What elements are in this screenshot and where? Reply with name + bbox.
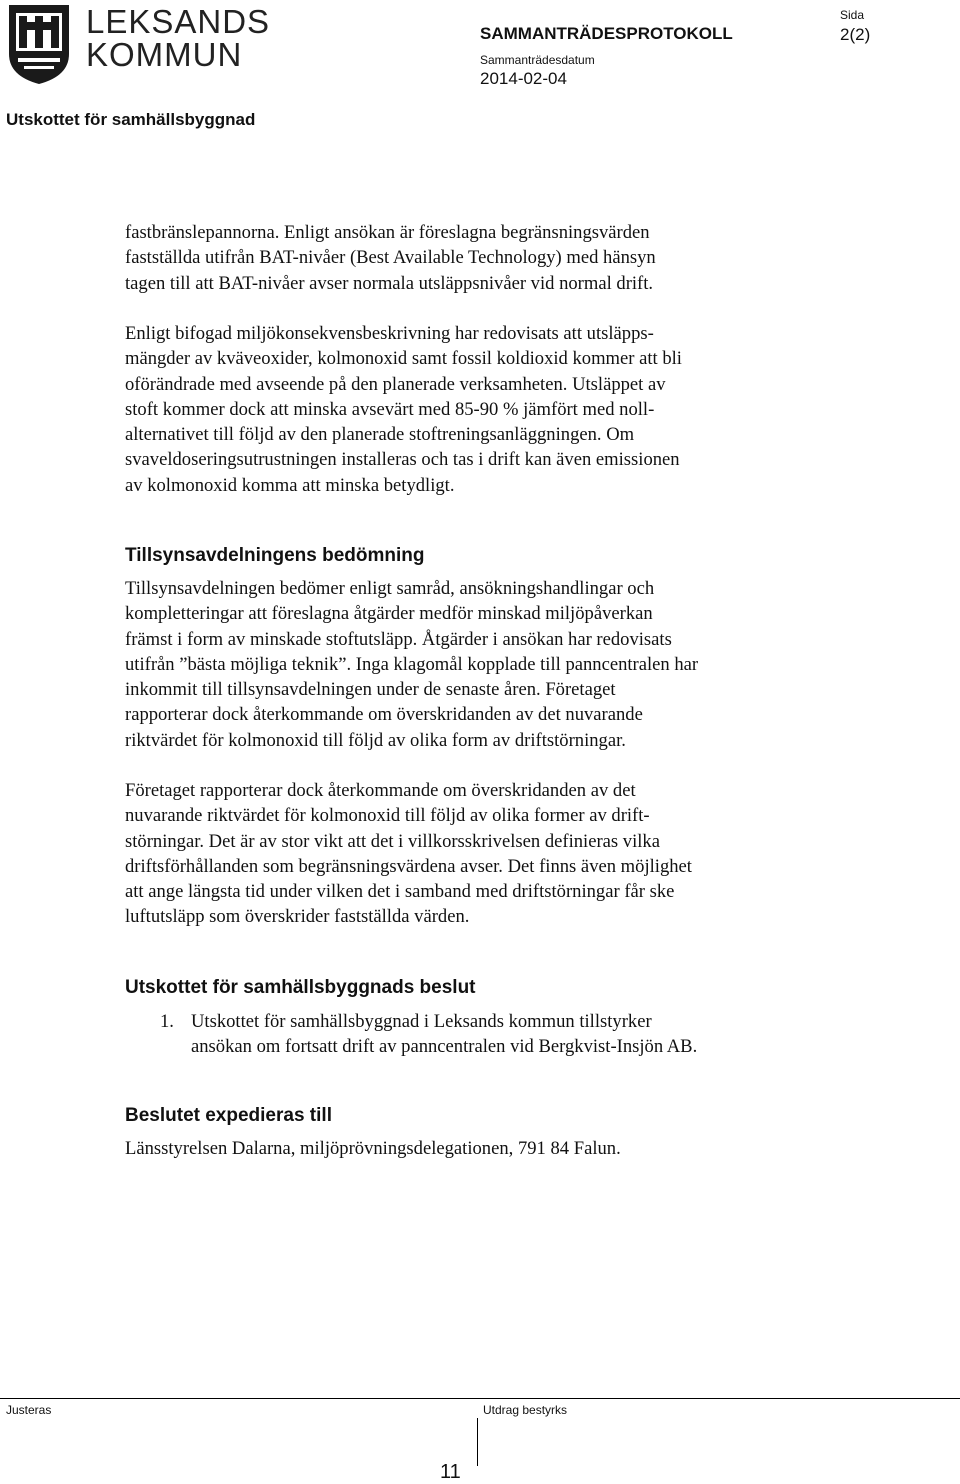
footer-justeras-label: Justeras bbox=[6, 1403, 52, 1417]
text-line: rapporterar dock återkommande om överskridanden av det nuvarande bbox=[125, 704, 643, 726]
text-line: främst i form av minskade stoftutsläpp. Åtgärder i ansökan har redovisats bbox=[125, 628, 672, 650]
footer-utdrag-label: Utdrag bestyrks bbox=[483, 1403, 568, 1417]
text-line: Företaget rapporterar dock återkommande om överskridanden av det bbox=[125, 780, 636, 801]
text-line: Länsstyrelsen Dalarna, miljöprövningsdelegationen, 791 84 Falun. bbox=[125, 1138, 621, 1159]
municipality-crest-logo bbox=[6, 2, 72, 86]
paragraph-environmental-impact bbox=[125, 321, 805, 498]
text-line: alternativet till följd av den planerade stoftreningsanläggningen. Om bbox=[125, 424, 635, 446]
text-line: utifrån ”bästa möjliga teknik”. Inga klagomål kopplade till panncentralen har bbox=[125, 653, 699, 675]
text-line: Utskottet för samhällsbyggnad i Leksands kommun tillstyrker bbox=[191, 1011, 652, 1032]
page-indicator: 2(2) bbox=[840, 25, 871, 44]
text-line: inkommit till tillsynsavdelningen under de senaste åren. Företaget bbox=[125, 679, 616, 701]
footer-divider bbox=[0, 1398, 960, 1399]
text-line: luftutsläpp som överskrider fastställda värden. bbox=[125, 906, 470, 928]
list-item-number: 1. bbox=[160, 1011, 174, 1032]
text-line: svaveldoseringsutrustningen installeras och tas i drift kan även emissionen bbox=[125, 449, 680, 471]
text-line: ansökan om fortsatt drift av panncentralen vid Bergkvist-Insjön AB. bbox=[191, 1036, 698, 1058]
decision-item bbox=[191, 1009, 697, 1060]
org-name-line1: LEKSANDS bbox=[86, 3, 271, 40]
text-line: av kolmonoxid komma att minska betydligt. bbox=[125, 474, 455, 496]
footer-column-divider bbox=[477, 1418, 478, 1466]
text-line: nuvarande riktvärdet för kolmonoxid till följd av olika former av drift- bbox=[125, 805, 650, 827]
text-line: störningar. Det är av stor vikt att det i villkorsskrivelsen definieras vilka bbox=[125, 830, 660, 852]
meeting-date-label: Sammanträdesdatum bbox=[480, 53, 595, 67]
text-line: fastbränslepannorna. Enligt ansökan är föreslagna begränsningsvärden bbox=[125, 222, 650, 243]
text-line: driftsförhållanden som begränsningsvärdena avser. Det finns även möjlighet bbox=[125, 855, 692, 877]
footer-page-number: 11 bbox=[440, 1461, 461, 1483]
text-line: fastställda utifrån BAT-nivåer (Best Available Technology) med hänsyn bbox=[125, 247, 656, 269]
paragraph-distribution bbox=[125, 1136, 805, 1161]
meeting-date: 2014-02-04 bbox=[480, 69, 567, 88]
text-line: Enligt bifogad miljökonsekvensbeskrivning har redovisats att utsläpps- bbox=[125, 323, 654, 344]
committee-name: Utskottet för samhällsbyggnad bbox=[6, 110, 256, 129]
paragraph-assessment bbox=[125, 576, 805, 753]
text-line: att ange längsta tid under vilken det i samband med driftstörningar får ske bbox=[125, 881, 675, 903]
text-line: mängder av kväveoxider, kolmonoxid samt fossil koldioxid kommer att bli bbox=[125, 348, 682, 370]
paragraph-operational-disturbances bbox=[125, 778, 805, 930]
section-heading-assessment: Tillsynsavdelningens bedömning bbox=[125, 545, 425, 566]
document-type: SAMMANTRÄDESPROTOKOLL bbox=[480, 24, 733, 43]
section-heading-decision: Utskottet för samhällsbyggnads beslut bbox=[125, 977, 476, 998]
text-line: stoft kommer dock att minska avsevärt med 85-90 % jämfört med noll- bbox=[125, 398, 655, 420]
text-line: oförändrade med avseende på den planerade verksamheten. Utsläppet av bbox=[125, 373, 666, 395]
text-line: tagen till att BAT-nivåer avser normala utsläppsnivåer vid normal drift. bbox=[125, 272, 654, 294]
text-line: kompletteringar att föreslagna åtgärder medför minskad miljöpåverkan bbox=[125, 603, 653, 625]
paragraph-bat-levels bbox=[125, 220, 805, 296]
page-label: Sida bbox=[840, 8, 865, 22]
section-heading-distribution: Beslutet expedieras till bbox=[125, 1105, 332, 1126]
org-name-line2: KOMMUN bbox=[86, 36, 243, 73]
text-line: riktvärdet för kolmonoxid till följd av olika form av driftstörningar. bbox=[125, 729, 626, 751]
text-line: Tillsynsavdelningen bedömer enligt samråd, ansökningshandlingar och bbox=[125, 578, 655, 599]
